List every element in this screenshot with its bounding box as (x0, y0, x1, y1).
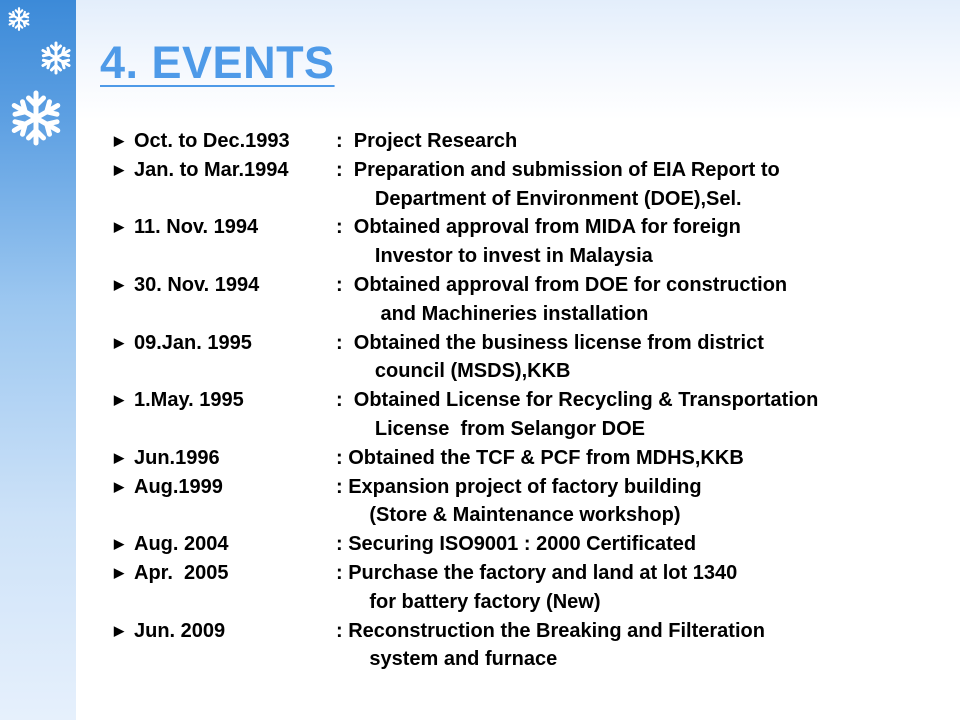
event-description: : Obtained approval from DOE for construction and Machineries installation (336, 273, 788, 325)
list-item (114, 444, 818, 473)
event-description: : Obtained the TCF & PCF from MDHS,KKB (336, 446, 744, 469)
event-date: Aug. 2004 (134, 533, 229, 556)
list-item (114, 386, 818, 444)
event-description: : Securing ISO9001 : 2000 Certificated (336, 533, 697, 556)
event-date: Jan. to Mar.1994 (134, 158, 289, 181)
event-description: : Preparation and submission of EIA Report to Department of Environment (DOE),Sel. (336, 158, 780, 210)
bullet-icon: ▶ (114, 449, 124, 465)
event-date: 1.May. 1995 (134, 389, 244, 412)
event-description: : Reconstruction the Breaking and Filteration system and furnace (336, 619, 765, 671)
snowflake-icon (6, 6, 32, 32)
list-item (114, 213, 818, 271)
event-date: Apr. 2005 (134, 561, 229, 584)
list-item (114, 156, 818, 214)
decorative-sidebar (0, 0, 76, 720)
event-date: Aug.1999 (134, 475, 223, 498)
bullet-icon: ▶ (114, 161, 124, 177)
bullet-icon: ▶ (114, 219, 124, 235)
event-date: Jun. 2009 (134, 619, 226, 642)
list-item (114, 617, 818, 675)
event-description: : Obtained License for Recycling & Transportation License from Selangor DOE (336, 389, 819, 440)
event-date: 30. Nov. 1994 (134, 273, 260, 296)
event-description: : Expansion project of factory building (Store & Maintenance workshop) (336, 475, 702, 527)
list-item (114, 329, 818, 387)
event-date: Oct. to Dec.1993 (134, 130, 290, 152)
bullet-icon: ▶ (114, 133, 124, 148)
list-item (114, 127, 818, 156)
snowflake-icon (6, 88, 66, 148)
event-description: : Purchase the factory and land at lot 1340 for battery factory (New) (336, 561, 738, 613)
bullet-icon: ▶ (114, 536, 124, 552)
bullet-icon: ▶ (114, 622, 124, 638)
page-title: 4. EVENTS (100, 37, 335, 88)
event-description: : Obtained the business license from district council (MSDS),KKB (336, 331, 764, 383)
event-date: 11. Nov. 1994 (134, 216, 259, 239)
event-list (114, 127, 818, 674)
event-description: : Project Research (336, 130, 518, 152)
event-date: Jun.1996 (134, 446, 220, 469)
list-item (114, 559, 818, 617)
event-date: 09.Jan. 1995 (134, 331, 252, 354)
bullet-icon: ▶ (114, 564, 124, 580)
list-item (114, 473, 818, 531)
list-item (114, 530, 818, 559)
event-description: : Obtained approval from MIDA for foreign Investor to invest in Malaysia (336, 216, 741, 268)
bullet-icon: ▶ (114, 392, 124, 408)
bullet-icon: ▶ (114, 334, 124, 350)
bullet-icon: ▶ (114, 276, 124, 292)
snowflake-icon (38, 40, 74, 76)
list-item (114, 271, 818, 329)
bullet-icon: ▶ (114, 478, 124, 494)
